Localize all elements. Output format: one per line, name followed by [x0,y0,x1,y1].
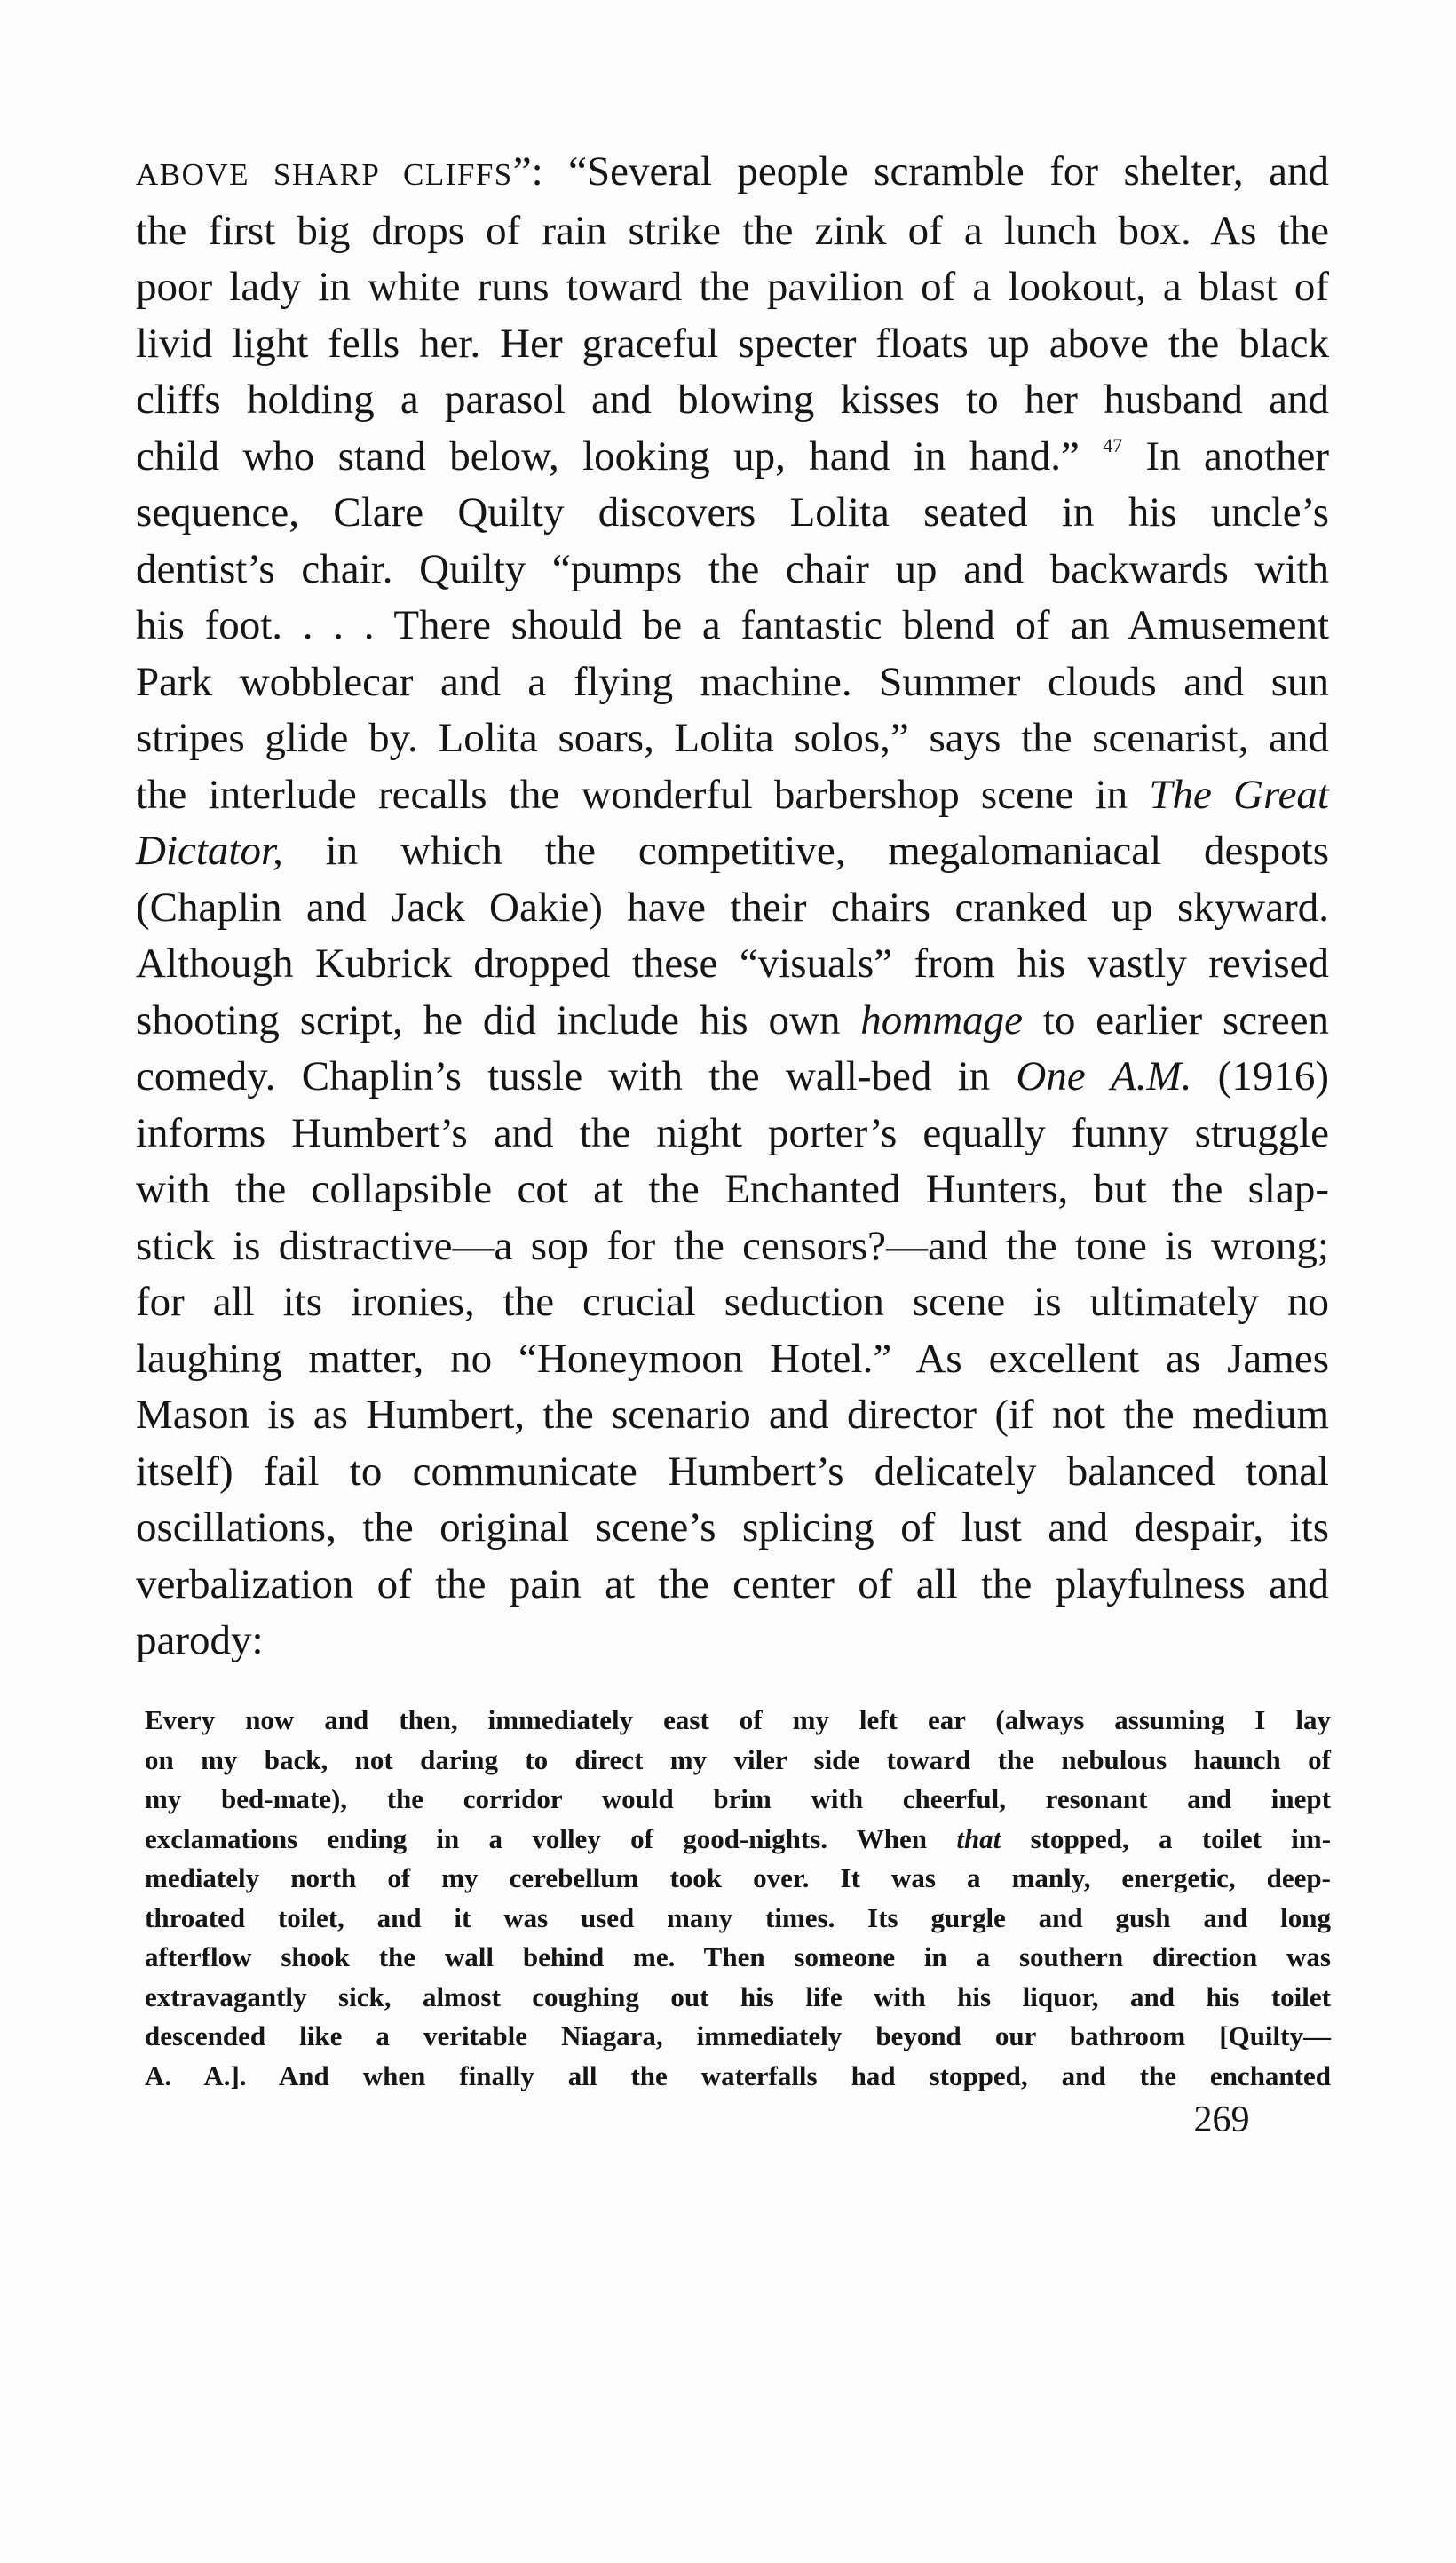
page-number: 269 [1193,2099,1250,2140]
body-line: ABOVE SHARP CLIFFS”: “Several people scramble for shelter, and [136,148,1329,194]
quote-line: mediately north of my cerebellum took over. It was a manly, energetic, deep- [145,1862,1331,1893]
body-line: the first big drops of rain strike the zink of a lunch box. As the [136,207,1329,254]
italic-term: hommage [860,996,1023,1043]
body-line: verbalization of the pain at the center of all the playfulness and [136,1560,1329,1607]
quote-line: throated toilet, and it was used many times. Its gurgle and gush and long [145,1901,1331,1933]
body-line: livid light fells her. Her graceful specter floats up above the black [136,320,1329,367]
quote-line: descended like a veritable Niagara, immediately beyond our bathroom [Quilty— [145,2020,1331,2051]
body-paragraph [136,144,1329,1670]
body-line: for all its ironies, the crucial seduction scene is ultimately no [136,1279,1329,1325]
quote-line: A. A.]. And when finally all the waterfalls had stopped, and the enchanted [145,2059,1331,2091]
body-line: poor lady in white runs toward the pavilion of a lookout, a blast of [136,264,1329,310]
body-line: Mason is as Humbert, the scenario and director (if not the medium [136,1392,1329,1438]
italic-word: that [956,1822,1001,1854]
body-line: shooting script, he did include his own hommage to earlier screen [136,996,1329,1043]
body-line: child who stand below, looking up, hand in hand.” $^{47}$ In another [136,432,1329,480]
body-line: stripes glide by. Lolita soars, Lolita solos,” says the scenarist, and [136,715,1329,761]
quote-line: Every now and then, immediately east of my left ear (always assuming I lay [145,1704,1331,1735]
body-line: dentist’s chair. Quilty “pumps the chair up and backwards with [136,545,1329,592]
film-title: The Great [1149,771,1329,818]
quote-line: on my back, not daring to direct my viler side toward the nebulous haunch of [145,1743,1331,1775]
body-line: laughing matter, no “Honeymoon Hotel.” As excellent as James [136,1335,1329,1382]
body-line: Park wobblecar and a flying machine. Summer clouds and sun [136,658,1329,705]
footnote-marker: 47 [1103,433,1123,456]
body-line: informs Humbert’s and the night porter’s equally funny struggle [136,1109,1329,1156]
body-line: his foot. . . . There should be a fantastic blend of an Amusement [136,602,1329,648]
film-title: Dictator, [136,828,283,874]
body-line: (Chaplin and Jack Oakie) have their chairs cranked up skyward. [136,884,1329,931]
block-quotation [145,1701,1331,2096]
body-line: cliffs holding a parasol and blowing kisses to her husband and [136,377,1329,423]
body-line: stick is distractive—a sop for the censors?—and the tone is wrong; [136,1222,1329,1269]
body-line: Dictator, in which the competitive, megalomaniacal despots [136,828,1329,874]
film-title: One A.M. [1016,1053,1192,1099]
body-line: comedy. Chaplin’s tussle with the wall-bed in One A.M. (1916) [136,1053,1329,1099]
body-line: oscillations, the original scene’s splicing of lust and despair, its [136,1504,1329,1551]
quote-line: my bed-mate), the corridor would brim with cheerful, resonant and inept [145,1783,1331,1814]
small-caps-heading: ABOVE SHARP CLIFFS [136,157,513,192]
body-line: with the collapsible cot at the Enchanted Hunters, but the slap- [136,1166,1329,1212]
quote-line: afterflow shook the wall behind me. Then someone in a southern direction was [145,1941,1331,1972]
body-line: itself) fail to communicate Humbert’s delicately balanced tonal [136,1448,1329,1495]
body-line: Although Kubrick dropped these “visuals” from his vastly revised [136,940,1329,987]
quote-line: exclamations ending in a volley of good-nights. When that stopped, a toilet im- [145,1822,1332,1854]
body-line: parody: [136,1617,264,1663]
body-line: the interlude recalls the wonderful barbershop scene in The Great [136,771,1329,818]
quote-line: extravagantly sick, almost coughing out his life with his liquor, and his toilet [145,1980,1331,2012]
body-line: sequence, Clare Quilty discovers Lolita seated in his uncle’s [136,489,1329,536]
